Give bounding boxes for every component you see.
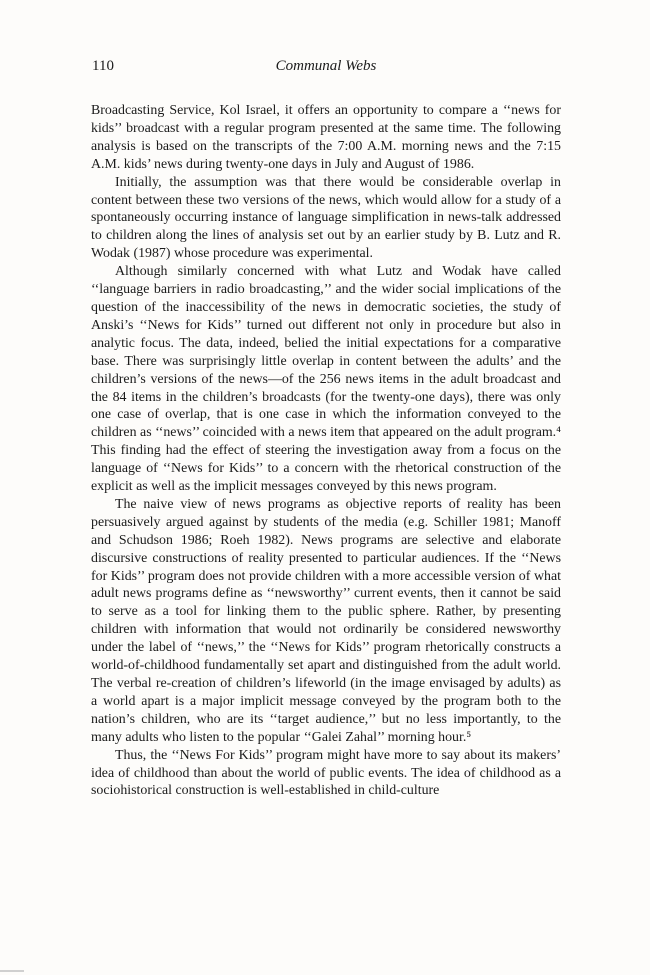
paragraph: The naive view of news programs as objective reports of reality has been persuasively argued against by students of the media (e.g. Schiller 1981; Manoff and Schudson 1986; Roeh 1982). News programs are selective and elaborate discursive constructions of reality presented to particular audiences. If the ‘‘News for Kids’’ program does not provide children with a more accessible version of what adult news programs define as ‘‘newsworthy’’ current events, then it cannot be said to serve as a tool for linking them to the public sphere. Rather, by presenting children with information that would not ordinarily be considered newsworthy under the label of ‘‘news,’’ the ‘‘News for Kids’’ program rhetorically constructs a world-of-childhood fundamentally set apart and distinguished from the adult world. The verbal re-creation of children’s lifeworld (in the image envisaged by adults) as a world apart is a major implicit message conveyed by the program both to the nation’s children, who are its ‘‘target audience,’’ but no less importantly, to the many adults who listen to the popular ‘‘Galei Zahal’’ morning hour.⁵: [91, 496, 561, 745]
scan-edge-mark: [0, 970, 24, 972]
page-number: 110: [92, 58, 114, 74]
body-text: [91, 102, 561, 800]
running-head: Communal Webs: [275, 58, 377, 74]
paragraph: Broadcasting Service, Kol Israel, it offers an opportunity to compare a ‘‘news for kids’’ broadcast with a regular program presented at the same time. The following analysis is based on the transcripts of the 7:00 A.M. morning news and the 7:15 A.M. kids’ news during twenty-one days in July and August of 1986.: [91, 103, 561, 172]
paragraph: Thus, the ‘‘News For Kids’’ program might have more to say about its makers’ idea of childhood than about the world of public events. The idea of childhood as a sociohistorical construction is well-established in child-culture: [91, 747, 561, 799]
paragraph: Initially, the assumption was that there would be considerable overlap in content between these two versions of the news, which would allow for a study of a spontaneously occurring instance of language simplification in news-talk addressed to children along the lines of analysis set out by an earlier study by B. Lutz and R. Wodak (1987) whose procedure was experimental.: [91, 174, 561, 262]
page-header: [92, 58, 560, 78]
paragraph: Although similarly concerned with what Lutz and Wodak have called ‘‘language barriers in radio broadcasting,’’ and the wider social implications of the question of the inaccessibility of the news in democratic societies, the study of Anski’s ‘‘News for Kids’’ turned out different not only in procedure but also in analytic focus. The data, indeed, belied the initial expectations for a comparative base. There was surprisingly little overlap in content between the adults’ and the children’s versions of the news—of the 256 news items in the adult broadcast and the 84 items in the children’s broadcasts (for the twenty-one days), there was only one case of overlap, that is one case in which the information conveyed to the children as ‘‘news’’ coincided with a news item that appeared on the adult program.⁴ This finding had the effect of steering the investigation away from a focus on the language of ‘‘News for Kids’’ to a concern with the rhetorical construction of the explicit as well as the implicit messages conveyed by this news program.: [91, 264, 561, 495]
